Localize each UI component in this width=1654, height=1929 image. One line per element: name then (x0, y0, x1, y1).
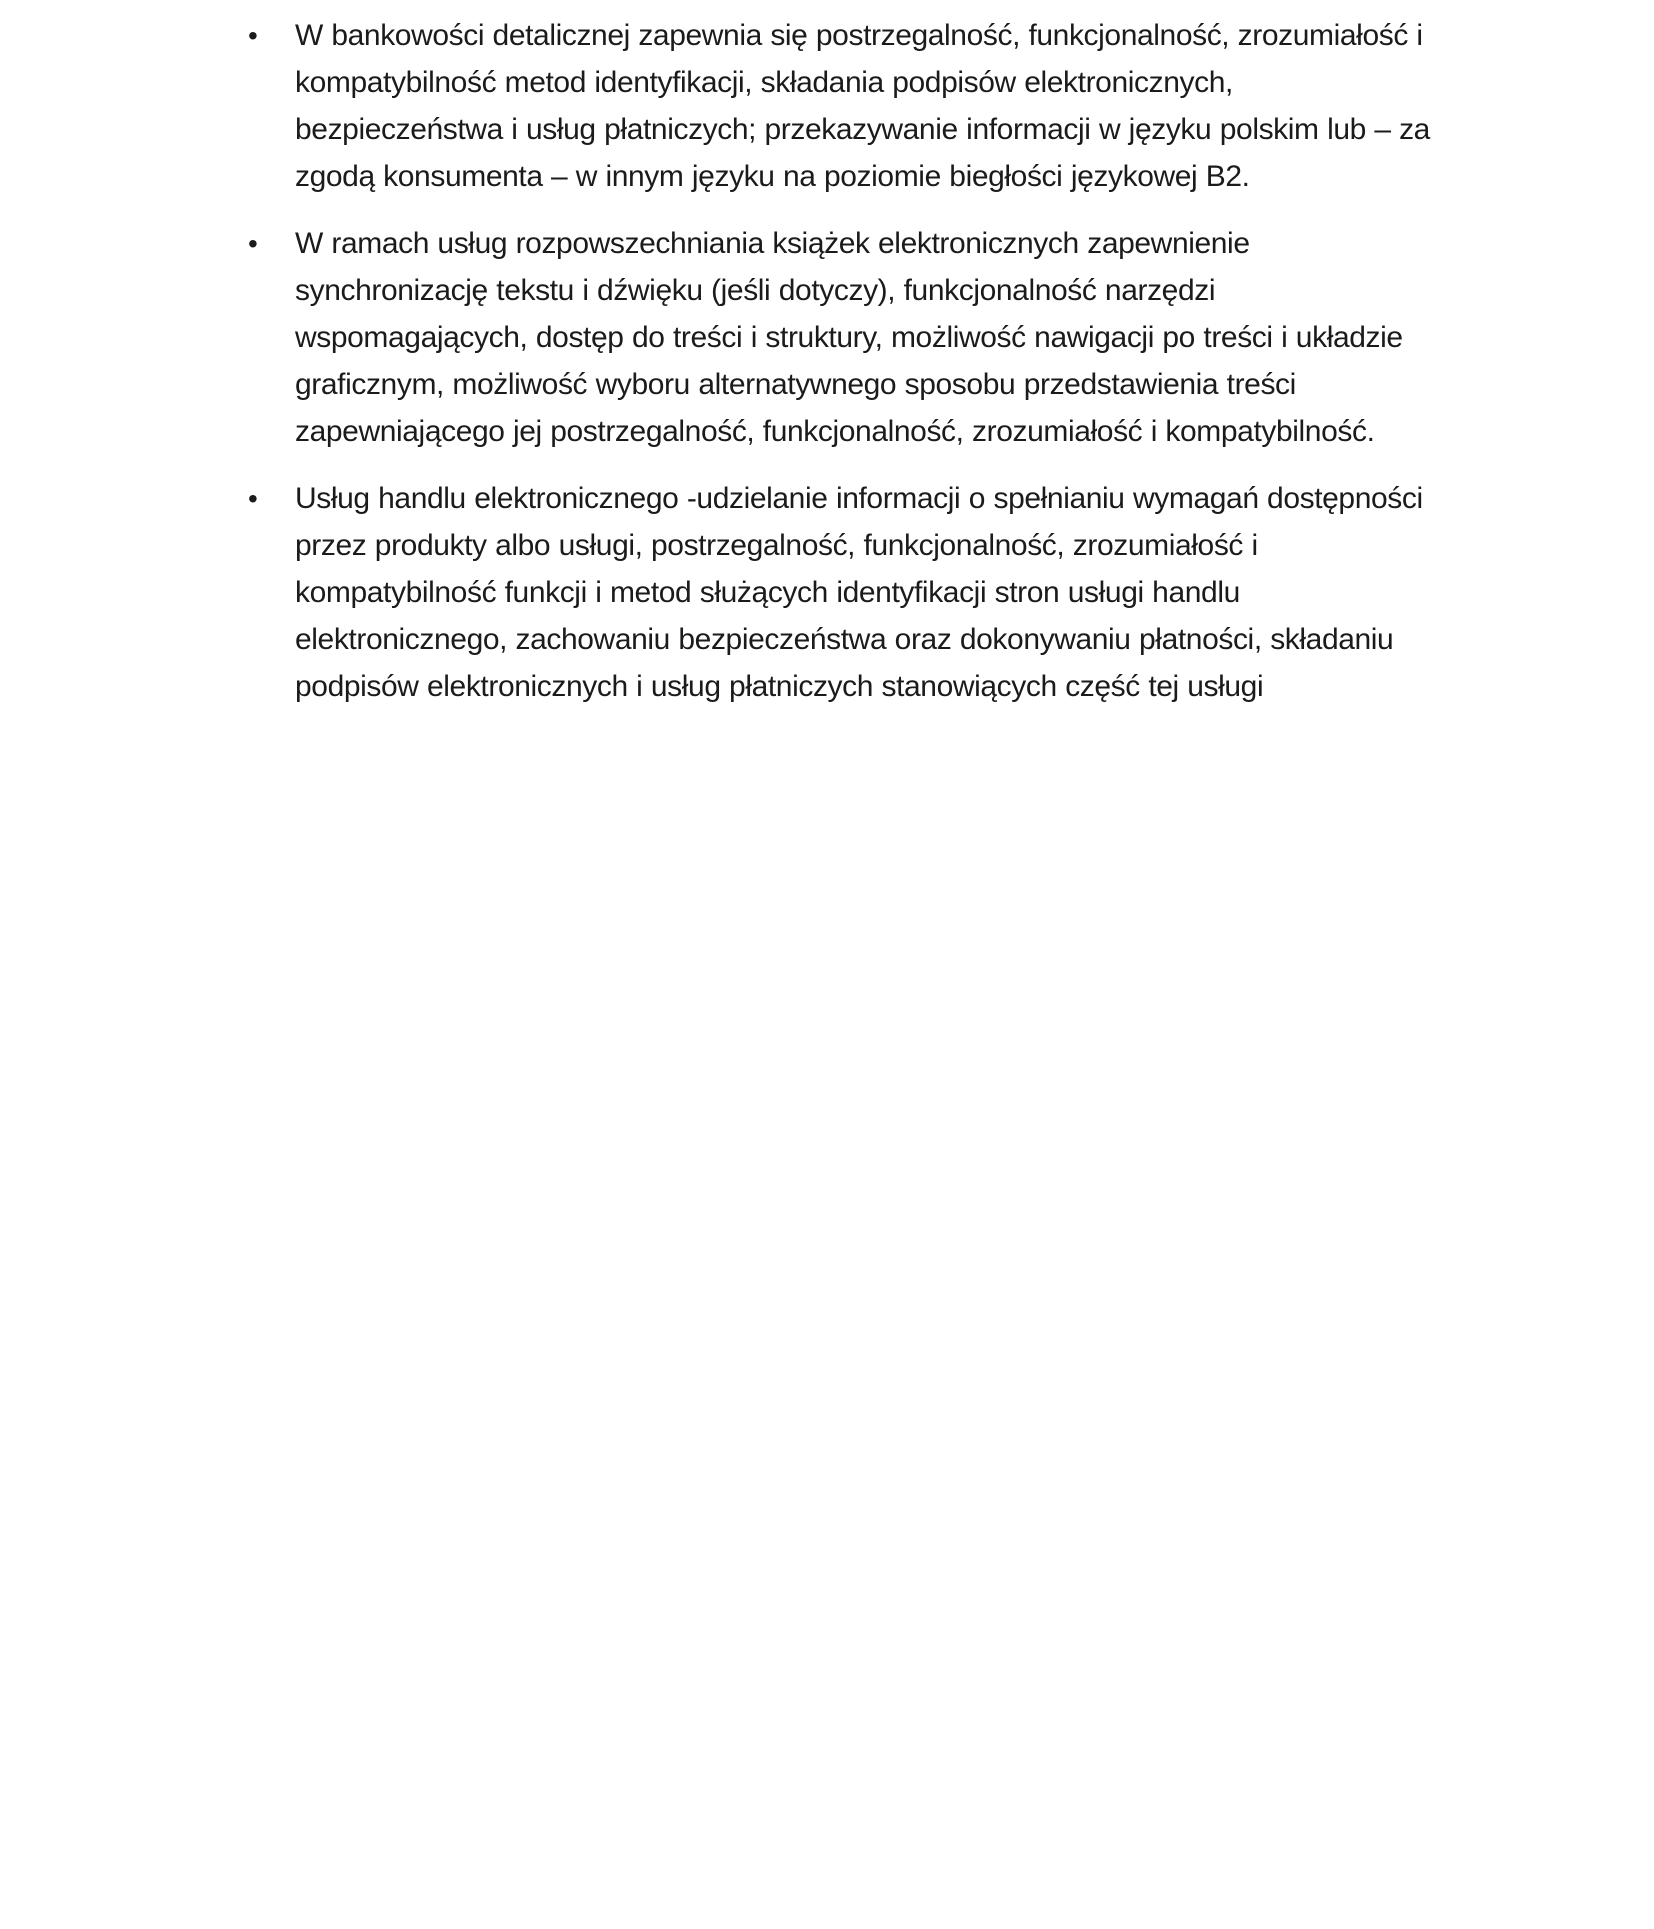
bullet-text: Usług handlu elektronicznego -udzielanie informacji o spełnianiu wymagań dostępności przez produkty albo usługi, postrzegalność, funkcjonalność, zrozumiałość i kompatybilność funkcji i metod służących identyfikacji stron usługi handlu elektronicznego, zachowaniu bezpieczeństwa oraz dokonywaniu płatności, składaniu podpisów elektronicznych i usług płatniczych stanowiących część tej usługi (295, 482, 1423, 703)
bullet-list (0, 0, 1654, 710)
bullet-text: W bankowości detalicznej zapewnia się postrzegalność, funkcjonalność, zrozumiałość i kompatybilność metod identyfikacji, składania podpisów elektronicznych, bezpieczeństwa i usług płatniczych; przekazywanie informacji w języku polskim lub – za zgodą konsumenta – w innym języku na poziomie biegłości językowej B2. (295, 19, 1430, 193)
bullet-marker-icon: • (248, 20, 258, 51)
bullet-marker-icon: • (248, 483, 258, 514)
list-item (248, 220, 1436, 455)
bullet-marker-icon: • (248, 228, 258, 259)
list-item (248, 475, 1436, 710)
list-item (248, 12, 1436, 200)
bullet-text: W ramach usług rozpowszechniania książek elektronicznych zapewnienie synchronizację tekstu i dźwięku (jeśli dotyczy), funkcjonalność narzędzi wspomagających, dostęp do treści i struktury, możliwość nawigacji po treści i układzie graficznym, możliwość wyboru alternatywnego sposobu przedstawienia treści zapewniającego jej postrzegalność, funkcjonalność, zrozumiałość i kompatybilność. (295, 227, 1403, 448)
